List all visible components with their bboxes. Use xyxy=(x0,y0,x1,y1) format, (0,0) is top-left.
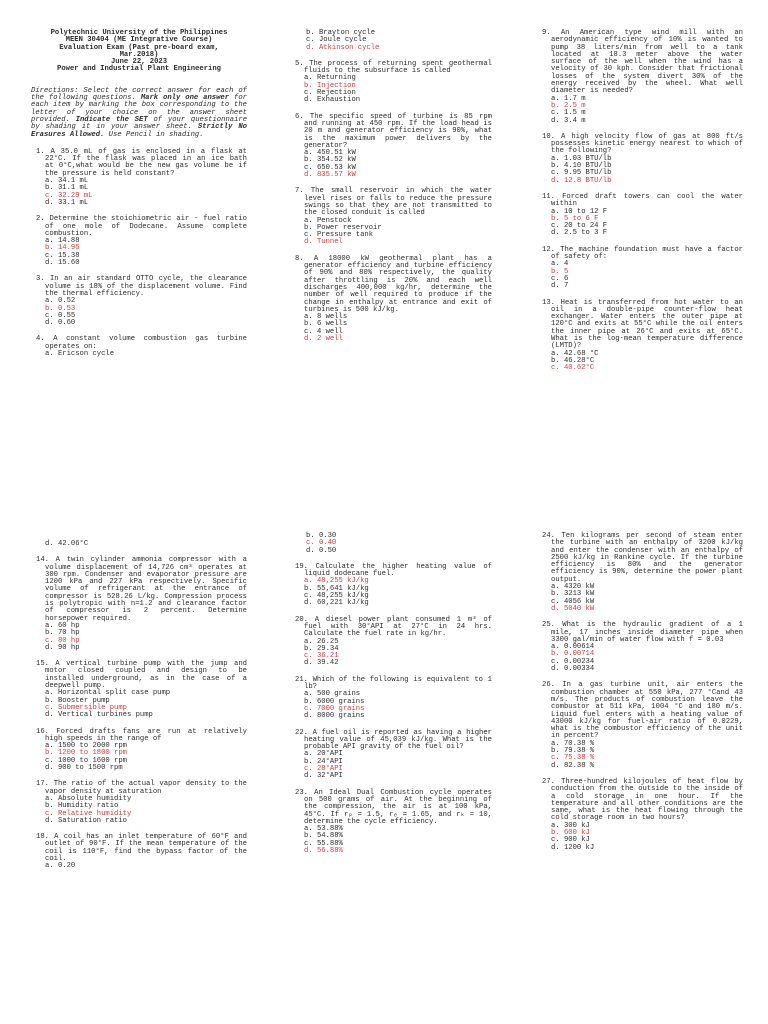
choice-a: a. 42.68 °C xyxy=(551,349,599,358)
choice-a: a. 1.03 BTU/lb xyxy=(551,154,612,163)
choice-c: c. 1000 to 1600 rpm xyxy=(45,756,127,765)
choice-d-answer: d. 12.8 BTU/lb xyxy=(551,176,612,185)
question-3 xyxy=(31,276,247,327)
question-10 xyxy=(537,134,743,185)
page2-column-3 xyxy=(537,533,743,861)
choice-c-answer: c. 32.29 mL xyxy=(45,191,93,200)
question-8 xyxy=(290,256,492,344)
choice-d: d. 0.60 xyxy=(45,319,76,328)
question-14 xyxy=(31,557,247,652)
exam-page-2 xyxy=(0,512,768,1024)
question-20 xyxy=(290,617,492,668)
choice-a: a. 8 wells xyxy=(304,313,348,322)
question-text: 14. A twin cylinder ammonia compressor with a volume displacement of 14,726 cm³ operates at 300 rpm. Condenser and evaporator pressure are 1200 kPa and 227 kPa respectively. Specific volume of refrigerant at the entrance of compressor is 528.26 L/kg. Compression process is polytropic with n=1.2 and clearance factor of compressor is 2 percent. Determine horsepower required. xyxy=(36,556,247,623)
choice-d: d. 8000 grains xyxy=(304,712,365,721)
choice-a: a. Penstock xyxy=(304,216,352,225)
exam-header xyxy=(31,30,247,74)
choice-d: d. 1200 kJ xyxy=(551,843,595,852)
page2-column-1 xyxy=(31,541,247,880)
question-text: 12. The machine foundation must have a factor of safety of: xyxy=(542,245,743,262)
question-27 xyxy=(537,779,743,852)
choice-c: c. 0.00234 xyxy=(551,657,595,666)
choice-b: b. 4.10 BTU/lb xyxy=(551,162,612,171)
choice-c: c. 55.88% xyxy=(304,839,343,848)
header-line-5: June 22, 2023 xyxy=(110,58,168,67)
directions xyxy=(31,88,247,139)
choice-a: a. 70.38 % xyxy=(551,739,595,748)
question-13 xyxy=(537,300,743,373)
question-text: 15. A vertical turbine pump with the jump and motor closed coupled and design to be installed underground, as in the case of a deepwell pump. xyxy=(36,660,247,691)
question-18 xyxy=(31,834,247,870)
choice-b: b. Humidity ratio xyxy=(45,802,119,811)
choice-c: c. 4056 kW xyxy=(551,597,595,606)
choice-a: a. 53.88% xyxy=(304,825,343,834)
page2-column-2 xyxy=(290,533,492,864)
question-12 xyxy=(537,247,743,291)
choice-c: c. 15.38 xyxy=(45,251,80,260)
page1-column-2 xyxy=(290,30,492,352)
question-text: 23. An Ideal Dual Combustion cycle operates on 500 grams of air. At the beginning of the compression, the air is at 100 kPa, 45°C. If rₚ = 1.5, rₑ = 1.65, and rₖ = 10, determine the cycle efficiency. xyxy=(295,788,492,826)
choice-b: b. 3213 kW xyxy=(551,590,595,599)
choice-b: b. 79.38 % xyxy=(551,747,595,756)
question-11 xyxy=(537,194,743,238)
question-text: 13. Heat is transferred from hot water to an oil in a double-pipe counter-flow heat exchanger. Water enters the outer pipe at 120°C and exits at 55°C while the oil enters the inner pipe at 26°C and exits at 65°C. What is the log-mean temperature difference (LMTD)? xyxy=(542,298,743,351)
choice-a: a. 20°API xyxy=(304,750,343,759)
choice-d: d. 60,221 kJ/kg xyxy=(304,599,369,608)
choice-c: c. 650.53 kW xyxy=(304,163,356,172)
question-text: 19. Calculate the higher heating value of liquid dodecane fuel. xyxy=(295,562,492,579)
choice-d: d. 32°API xyxy=(304,772,343,781)
choice-a: a. 26.25 xyxy=(304,637,339,646)
question-1 xyxy=(31,149,247,207)
choice-a: a. 1.7 m xyxy=(551,94,586,103)
directions-text-1: Directions: Select the correct answer for each of the following questions. xyxy=(31,86,247,103)
choice-a: a. Returning xyxy=(304,74,356,83)
choice-b: b. 24°API xyxy=(304,757,343,766)
question-text: 22. A fuel oil is reported as having a higher heating value of 45,039 kJ/kg. What is the probable API gravity of the fuel oil? xyxy=(295,728,492,752)
choice-a: a. Horizontal split case pump xyxy=(45,689,171,698)
question-text: 7. The small reservoir in which the water level rises or falls to reduce the pressure swings so that they are not transmitted to the closed conduit is called xyxy=(295,187,492,218)
choice-b-answer: b. 2.5 m xyxy=(551,101,586,110)
choice-d-answer: d. 835.57 kW xyxy=(304,171,356,180)
question-text: 16. Forced drafts fans are run at relatively high speeds in the range of xyxy=(36,727,247,743)
choice-d: d. Exhaustion xyxy=(304,96,361,105)
choice-d: d. Saturation ratio xyxy=(45,816,127,825)
choice-c: c. 20 to 24 F xyxy=(551,222,608,231)
choice-a: a. 10 to 12 F xyxy=(551,207,608,216)
header-line-6: Power and Industrial Plant Engineering xyxy=(57,65,221,74)
choice-b: b. 55,641 kJ/kg xyxy=(304,584,369,593)
question-text: 8. A 18000 kW geothermal plant has a generator efficiency and turbine efficiency of 90% and 80% respectively, the quality after throttling is 20% and each well discharges 400,000 kg/hr, determine the number of well required to produce if the change in enthalpy at entrance and exit of turbines is 500 kJ/kg. xyxy=(295,254,492,314)
question-23 xyxy=(290,790,492,856)
header-line-2: MEEN 30404 (ME Integrative Course) xyxy=(65,36,213,45)
choice-b: b. Brayton cycle xyxy=(306,29,376,37)
choice-c: c. 1.5 m xyxy=(551,109,586,118)
question-9 xyxy=(537,30,743,125)
choice-c-answer: c. 28°API xyxy=(304,765,343,774)
question-21 xyxy=(290,677,492,721)
question-text: 17. The ratio of the actual vapor density to the vapor density at saturation xyxy=(36,780,247,796)
choice-c-answer: c. Relative humidity xyxy=(45,809,132,818)
directions-bold-3: Strictly No Erasures Allowed. xyxy=(31,123,247,139)
question-text: 26. In a gas turbine unit, air enters the combustion chamber at 550 kPa, 277 °Cand 43 m/s. The products of combustion leave the combustor at 511 kPa, 1004 °C and 180 m/s. Liquid fuel enters with a heating value of 43000 kJ/kg for fuel-air ratio of 0.0229, what is the combustor efficiency of the unit in percent? xyxy=(542,681,743,741)
choice-b: b. 29.34 xyxy=(304,644,339,653)
choice-c: c. 0.55 xyxy=(45,311,76,320)
choice-d: d. 3.4 m xyxy=(551,116,586,125)
choice-d: d. 0.00334 xyxy=(551,665,595,674)
question-text: 25. What is the hydraulic gradient of a 1 mile, 17 inches inside diameter pipe when 3300 gal/min of water flow with f = 0.03 xyxy=(542,621,743,644)
question-text: 20. A diesel power plant consumed 1 m³ of fuel with 30°API at 27°C in 24 hrs. Calculate the fuel rate in kg/hr. xyxy=(295,615,492,639)
question-18-continued xyxy=(290,533,492,555)
choice-b: b. 6000 grains xyxy=(304,697,365,706)
choice-d: d. 39.42 xyxy=(304,659,339,668)
choice-b: b. 70 hp xyxy=(45,629,80,638)
question-16 xyxy=(31,729,247,773)
question-22 xyxy=(290,730,492,781)
question-text: 21. Which of the following is equivalent to 1 lb? xyxy=(295,675,492,692)
question-text: 10. A high velocity flow of gas at 800 ft/s possesses kinetic energy nearest to which of the following? xyxy=(542,132,743,156)
choice-a: a. 4 xyxy=(551,260,569,269)
choice-d: d. 15.60 xyxy=(45,259,80,268)
page1-column-3 xyxy=(537,30,743,381)
question-text: 1. A 35.0 mL of gas is enclosed in a flask at 22°C. If the flask was placed in an ice bath at 0°C,what would be the new gas volume be if the pressure is held constant? xyxy=(36,147,247,178)
question-text: 9. An American type wind mill with an aerodynamic efficiency of 10% is wanted to pump 38 liters/min from well to a tank located at 18.3 meter above the water surface of the well when the wind has a velocity of 30 kph. Consider that frictional losses of the system divert 30% of the energy received by the wheel. What well diameter is needed? xyxy=(542,29,743,96)
choice-b-answer: b. Injection xyxy=(304,81,356,90)
directions-bold-2: Indicate the SET xyxy=(75,115,148,124)
choice-a: a. Absolute humidity xyxy=(45,794,132,803)
choice-c-answer: c. 40.62°C xyxy=(551,364,595,373)
page1-column-1 xyxy=(31,30,247,367)
choice-c-answer: c. 0.40 xyxy=(306,539,337,548)
choice-d: d. 900 to 1500 rpm xyxy=(45,764,123,773)
choice-b-answer: b. 0.00714 xyxy=(551,650,595,659)
choice-b: b. Power reservoir xyxy=(304,223,382,232)
choice-c: c. 9.95 BTU/lb xyxy=(551,169,612,178)
header-line-3: Evaluation Exam (Past pre-board exam, xyxy=(59,43,219,52)
choice-c: c. 4 well xyxy=(304,327,343,336)
choice-a: a. 34.1 mL xyxy=(45,177,89,186)
question-text: 2. Determine the stoichiometric air - fuel ratio of one mole of Dodecane. Assume complete combustion. xyxy=(36,215,247,238)
choice-d: d. 90 hp xyxy=(45,643,80,652)
choice-b-answer: b. 600 kJ xyxy=(551,828,590,837)
question-2 xyxy=(31,216,247,267)
choice-c-answer: c. Submersible pump xyxy=(45,703,127,712)
question-7 xyxy=(290,188,492,246)
choice-a: a. 0.52 xyxy=(45,297,76,306)
choice-d: d. 33.1 mL xyxy=(45,198,89,207)
choice-a: a. 300 kJ xyxy=(551,821,590,830)
choice-b-answer: b. 5 xyxy=(551,267,569,276)
directions-bold-1: Mark only one answer xyxy=(140,94,230,103)
choice-d-answer: d. 2 well xyxy=(304,334,343,343)
question-24 xyxy=(537,533,743,613)
question-text: 18. A coil has an inlet temperature of 60°F and outlet of 90°F. If the mean temperature of the coil is 110°F, find the bypass factor of the coil. xyxy=(36,833,247,863)
question-4-continued xyxy=(290,30,492,52)
question-25 xyxy=(537,622,743,673)
question-text: 3. In an air standard OTTO cycle, the clearance volume is 18% of the displacement volume. Find the thermal efficiency. xyxy=(36,275,247,298)
choice-a: a. 500 grains xyxy=(304,690,361,699)
header-line-1: Polytechnic University of the Philippines xyxy=(50,29,228,37)
choice-c: c. 48,255 kJ/kg xyxy=(304,592,369,601)
choice-b: b. 0.30 xyxy=(306,532,337,540)
choice-a: a. 4320 kW xyxy=(551,583,595,592)
choice-c-answer: c. 80 hp xyxy=(45,636,80,645)
choice-b: b. Booster pump xyxy=(45,696,110,705)
choice-c: c. Pressure tank xyxy=(304,231,374,240)
choice-c: c. Rejection xyxy=(304,89,356,98)
choice-b: b. 46.28°C xyxy=(551,356,595,365)
choice-d-answer: d. Atkinson cycle xyxy=(306,43,380,52)
choice-b: b. 354.52 kW xyxy=(304,156,356,165)
choice-a: a. 0.20 xyxy=(45,862,76,871)
choice-a: a. 14.88 xyxy=(45,237,80,246)
question-19 xyxy=(290,564,492,608)
choice-c-answer: c. 7000 grains xyxy=(304,704,365,713)
choice-b-answer: b. 5 to 6 F xyxy=(551,214,599,223)
choice-c: c. 900 kJ xyxy=(551,836,590,845)
question-text: 11. Forced draft towers can cool the water within xyxy=(542,192,743,209)
choice-c: c. 6 xyxy=(551,274,569,283)
question-text: 5. The process of returning spent geothermal fluids to the subsurface is called xyxy=(295,59,492,76)
choice-b-answer: b. 0.53 xyxy=(45,304,76,313)
choice-b: b. 54.88% xyxy=(304,832,343,841)
choice-c-answer: c. 36.21 xyxy=(304,652,339,661)
choice-a: a. 450.51 kW xyxy=(304,149,356,158)
choice-d-answer: d. Tunnel xyxy=(304,238,343,247)
choice-a: a. 0.00614 xyxy=(551,643,595,652)
choice-b-answer: b. 1200 to 1800 rpm xyxy=(45,749,127,758)
choice-b: b. 6 wells xyxy=(304,320,348,329)
question-text: 6. The specific speed of turbine is 85 rpm and running at 450 rpm. If the load head is 20 m and generator efficiency is 90%, what is the maximum power delivers by the generator? xyxy=(295,112,492,150)
choice-c-answer: c. 75.38 % xyxy=(551,754,595,763)
choice-a: a. Ericson cycle xyxy=(45,349,115,358)
question-17 xyxy=(31,781,247,825)
question-text: 24. Ten kilograms per second of steam enter the turbine with an enthalpy of 3200 kJ/kg and enter the condenser with an enthalpy of 2500 kJ/kg in Rankine cycle. If the turbine efficiency is 80% and the generator efficiency is 90%, determine the power plant output. xyxy=(542,532,743,584)
directions-text-3: of your questionnaire by shading it in your answer sheet. xyxy=(31,115,248,132)
question-26 xyxy=(537,682,743,770)
choice-d-answer: d. 5040 kW xyxy=(551,604,595,613)
choice-b-answer: b. 14.95 xyxy=(45,244,80,253)
question-15 xyxy=(31,661,247,719)
question-text: 4. A constant volume combustion gas turbine operates on: xyxy=(36,335,247,351)
question-text: 27. Three-hundred kilojoules of heat flow by conduction from the outside to the inside of a cold storage in one hour. If the temperature and all other conditions are the same, what is the heat flowing through the cold storage room in two hours? xyxy=(542,777,743,823)
question-4 xyxy=(31,336,247,358)
choice-d: d. 2.5 to 3 F xyxy=(551,229,608,238)
choice-a-answer: a. 48,255 kJ/kg xyxy=(304,577,369,586)
choice-d: d. 7 xyxy=(551,282,569,291)
header-line-4: Mar.2018) xyxy=(119,50,159,59)
choice-d: d. 0.50 xyxy=(306,546,337,555)
choice-c: c. Joule cycle xyxy=(306,36,367,45)
question-6 xyxy=(290,114,492,180)
directions-text-4: Use Pencil in shading. xyxy=(108,130,204,139)
choice-d-answer: d. 56.88% xyxy=(304,846,343,855)
question-13-continued xyxy=(31,541,247,548)
directions-text-2: for each item by marking the box corresponding to the letter of your choice on the answer sheet provided. xyxy=(31,94,247,124)
question-5 xyxy=(290,61,492,105)
choice-b: b. 31.1 mL xyxy=(45,184,89,193)
choice-a: a. 1500 to 2000 rpm xyxy=(45,742,127,751)
choice-a: a. 60 hp xyxy=(45,621,80,630)
choice-d: d. Vertical turbines pump xyxy=(45,711,153,720)
choice-d: d. 82.38 % xyxy=(551,761,595,770)
choice-d: d. 42.06°C xyxy=(45,540,89,548)
